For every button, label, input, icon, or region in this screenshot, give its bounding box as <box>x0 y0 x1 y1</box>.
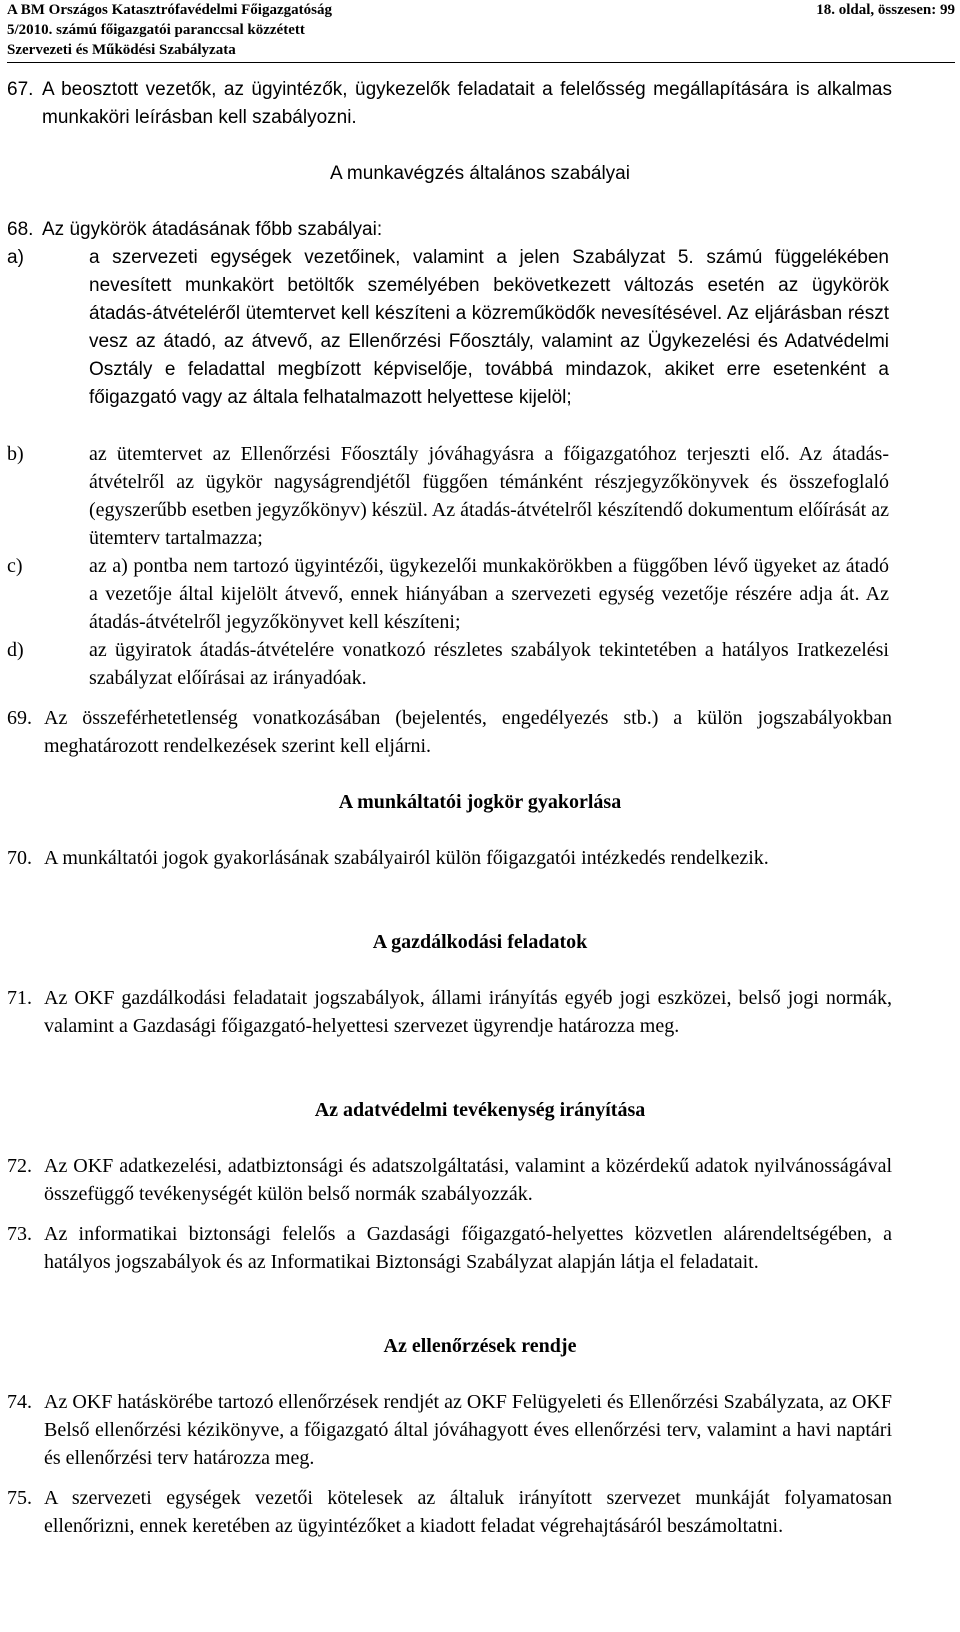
section-heading: A munkáltatói jogkör gyakorlása <box>338 791 622 813</box>
section-heading: A munkavégzés általános szabályai <box>330 163 630 184</box>
header-document-title: Szervezeti és Működési Szabályzata <box>7 42 236 58</box>
paragraph-number: 72. <box>7 1155 32 1177</box>
paragraph-68: Az ügykörök átadásának főbb szabályai: <box>42 219 383 240</box>
paragraph-number: 71. <box>7 987 32 1009</box>
section-heading: A gazdálkodási feladatok <box>372 931 588 953</box>
list-label: c) <box>7 555 23 577</box>
paragraph-number: 67. <box>7 79 34 100</box>
page-number: 18. oldal, összesen: 99 <box>816 2 955 18</box>
list-item-b: az ütemtervet az Ellenőrzési Főosztály jóváhagyásra a főigazgatóhoz terjeszti elő. Az átadás-átvételről az ügykör nagyságrendjétől függően témánként részjegyzőkönyvek és összefoglaló (egyszerűbb esetben jegyzőkönyv) készül. Az átadás-átvételről készítendő dokumentum előírását az ütemterv tartalmazza; <box>89 443 889 549</box>
paragraph-69: Az összeférhetetlenség vonatkozásában (bejelentés, engedélyezés stb.) a külön jogszabályokban meghatározott rendelkezések szerint kell eljárni. <box>44 707 892 757</box>
list-item-c: az a) pontba nem tartozó ügyintézői, ügykezelői munkakörökben a függőben lévő ügyeket az átadó a vezetője által kijelölt átvevő, ennek hiányában a szervezeti egység vezetője részére adja át. Az átadás-átvételről jegyzőkönyvet kell készíteni; <box>89 555 889 633</box>
paragraph-71: Az OKF gazdálkodási feladatait jogszabályok, állami irányítás egyéb jogi eszközei, belső jogi normák, valamint a Gazdasági főigazgató-helyettesi szervezet ügyrendje határozza meg. <box>44 987 892 1037</box>
paragraph-73: Az informatikai biztonsági felelős a Gazdasági főigazgató-helyettes közvetlen alárendeltségében, a hatályos jogszabályok és az Informatikai Biztonsági Szabályzat alapján látja el feladatait. <box>44 1223 892 1273</box>
header-organization: A BM Országos Katasztrófavédelmi Főigazgatóság <box>7 2 332 18</box>
list-item-a-text: a szervezeti egységek vezetőinek, valamint a jelen Szabályzat 5. számú függelékében nevesített munkakört betöltők személyében bekövetkezett változás esetén az ügykörök átadás-átvételéről ütemtervet kell készíteni a közreműködők nevesítésével. Az eljárásban részt vesz az átadó, az átvevő, az Ellenőrzési Főosztály, valamint az Ügykezelési és Adatvédelmi Osztály e feladattal megbízott képviselője, továbbá mindazok, akiket erre esetenként a főigazgató vagy az általa felhatalmazott helyettese kijelöl; <box>89 247 889 408</box>
section-heading: Az adatvédelmi tevékenység irányítása <box>314 1099 646 1121</box>
paragraph-74: Az OKF hatáskörébe tartozó ellenőrzések rendjét az OKF Felügyeleti és Ellenőrzési Szabályzata, az OKF Belső ellenőrzési kézikönyve, a főigazgató által jóváhagyott éves ellenőrzési terv, valamint a havi naptári és ellenőrzési terv határozza meg. <box>44 1391 892 1469</box>
list-item-d: az ügyiratok átadás-átvételére vonatkozó részletes szabályok tekintetében a hatályos Iratkezelési szabályzat előírásai az irányadóak. <box>89 639 889 689</box>
paragraph-number: 68. <box>7 219 34 240</box>
paragraph-70: A munkáltatói jogok gyakorlásának szabályairól külön főigazgatói intézkedés rendelkezik. <box>44 847 769 869</box>
paragraph-75: A szervezeti egységek vezetői kötelesek az általuk irányított szervezet munkáját folyamatosan ellenőrizni, ennek keretében az ügyintézőket a kiadott feladat végrehajtásáról beszámoltatni. <box>44 1487 892 1537</box>
paragraph-number: 70. <box>7 847 32 869</box>
paragraph-number: 73. <box>7 1223 32 1245</box>
header-order: 5/2010. számú főigazgatói paranccsal közzétett <box>7 22 305 38</box>
paragraph-72: Az OKF adatkezelési, adatbiztonsági és adatszolgáltatási, valamint a közérdekű adatok nyilvánosságával összefüggő tevékenységét külön belső normák szabályozzák. <box>44 1155 892 1205</box>
list-label: d) <box>7 639 24 661</box>
paragraph-number: 69. <box>7 707 32 729</box>
list-label: b) <box>7 443 24 465</box>
section-heading: Az ellenőrzések rendje <box>383 1335 577 1357</box>
paragraph-number: 75. <box>7 1487 32 1509</box>
paragraph-67: A beosztott vezetők, az ügyintézők, ügykezelők feladatait a felelősség megállapítására is alkalmas munkaköri leírásban kell szabályozni. <box>42 79 892 128</box>
paragraph-number: 74. <box>7 1391 32 1413</box>
list-label: a) <box>7 247 24 268</box>
list-item-a <box>89 244 889 412</box>
